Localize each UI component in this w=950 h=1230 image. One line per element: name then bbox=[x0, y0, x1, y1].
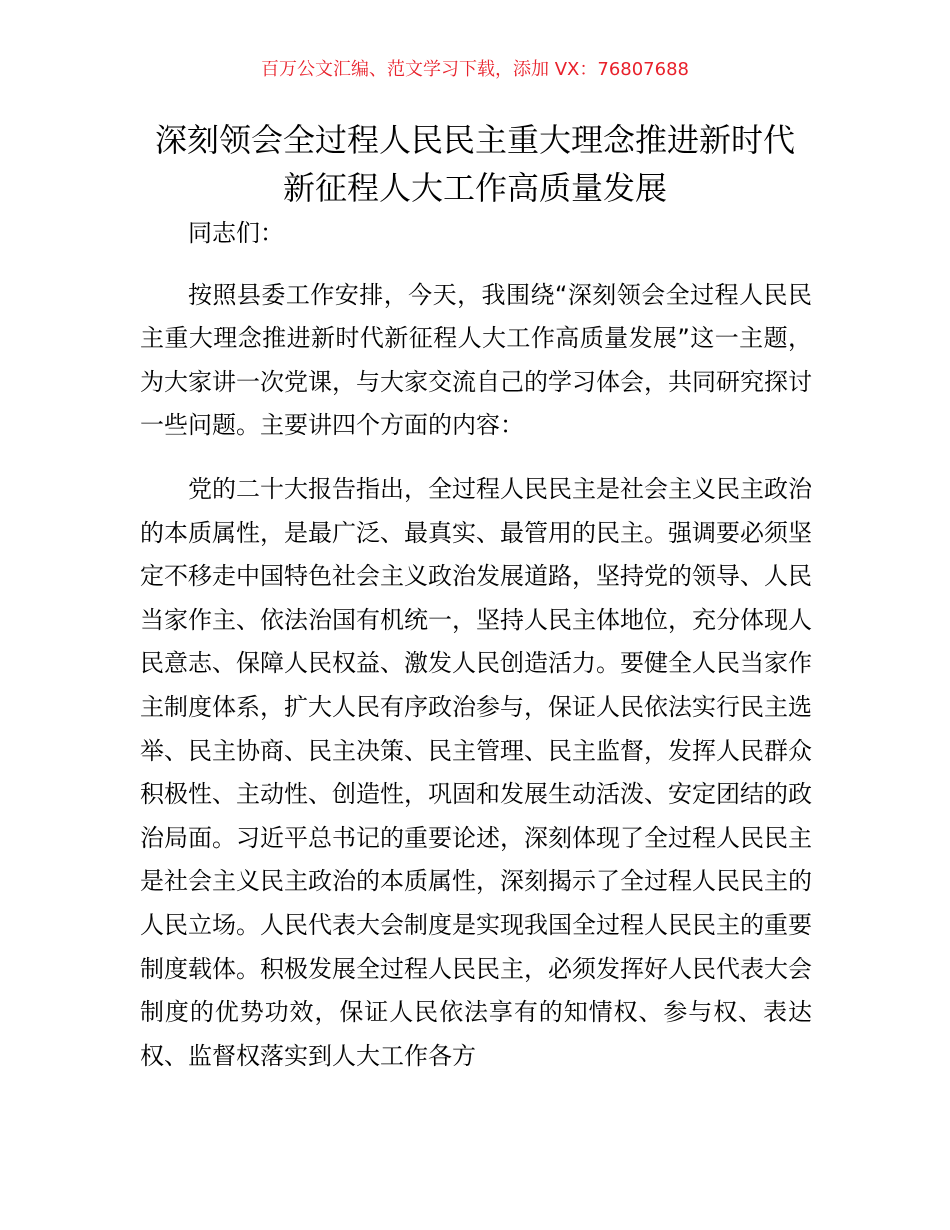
paragraph-main: 党的二十大报告指出，全过程人民民主是社会主义民主政治的本质属性，是最广泛、最真实、最管用的民主。强调要必须坚定不移走中国特色社会主义政治发展道路，坚持党的领导、人民当家作主、依法治国有机统一，坚持人民主体地位，充分体现人民意志、保障人民权益、激发人民创造活力。要健全人民当家作主制度体系，扩大人民有序政治参与，保证人民依法实行民主选举、民主协商、民主决策、民主管理、民主监督，发挥人民群众积极性、主动性、创造性，巩固和发展生动活泼、安定团结的政治局面。习近平总书记的重要论述，深刻体现了全过程人民民主是社会主义民主政治的本质属性，深刻揭示了全过程人民民主的人民立场。人民代表大会制度是实现我国全过程人民民主的重要制度载体。积极发展全过程人民民主，必须发挥好人民代表大会制度的优势功效，保证人民依法享有的知情权、参与权、表达权、监督权落实到人大工作各方 bbox=[140, 474, 812, 1070]
document-title bbox=[0, 116, 950, 212]
title-line-2: 新征程人大工作高质量发展 bbox=[282, 169, 667, 207]
title-line-1: 深刻领会全过程人民民主重大理念推进新时代 bbox=[154, 121, 795, 159]
header-notice: 百万公文汇编、范文学习下载，添加 VX：76807688 bbox=[261, 59, 689, 80]
paragraph-intro: 按照县委工作安排，今天，我围绕“深刻领会全过程人民民主重大理念推进新时代新征程人大工作高质量发展”这一主题，为大家讲一次党课，与大家交流自己的学习体会，共同研究探讨一些问题。主要讲四个方面的内容： bbox=[140, 280, 812, 440]
salutation: 同志们： bbox=[188, 219, 284, 247]
document-body bbox=[140, 212, 812, 1098]
